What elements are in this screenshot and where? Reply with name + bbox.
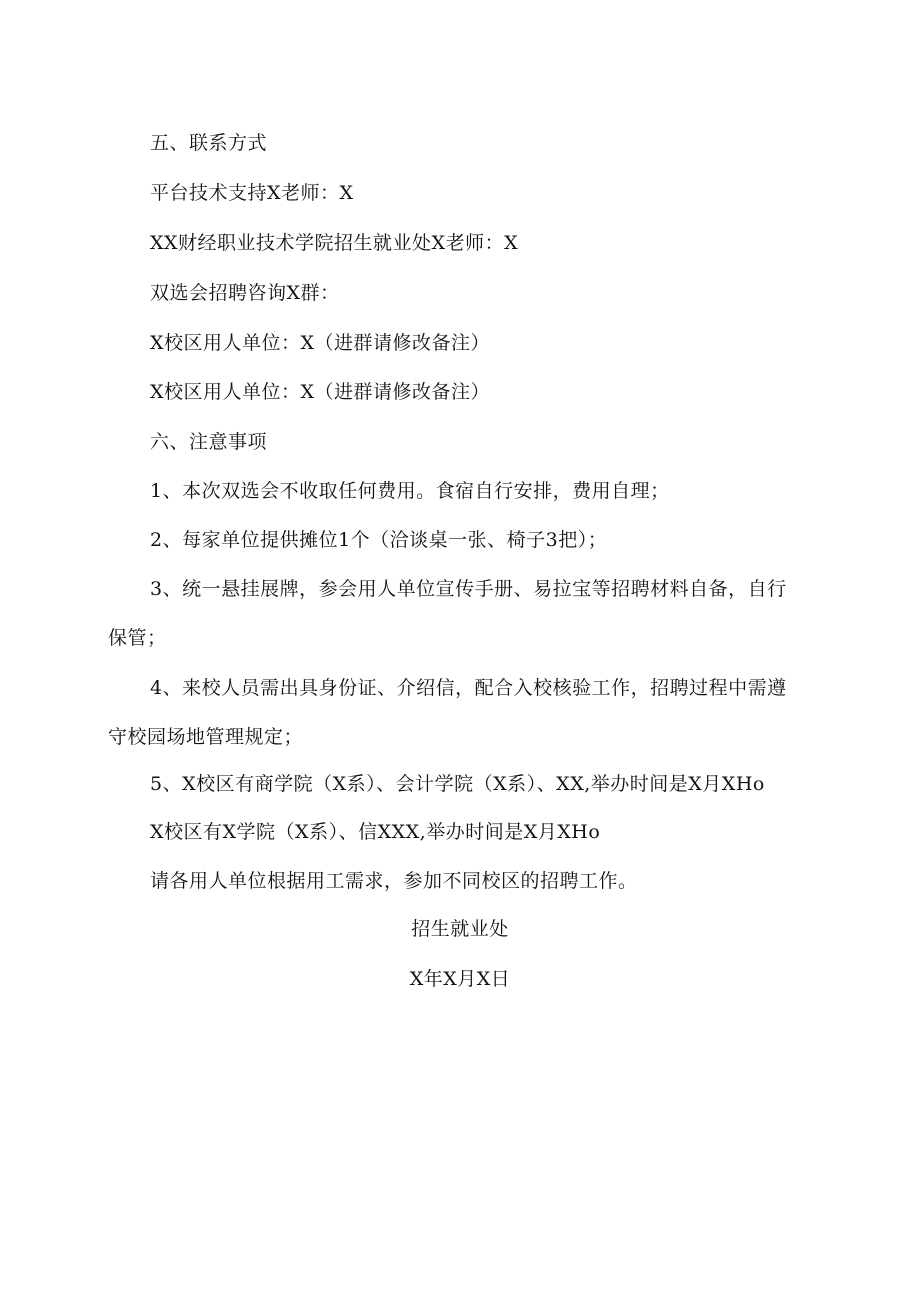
note-item-4-line-2: 守校园场地管理规定；: [108, 726, 304, 748]
note-item-5-line-1: 5、X校区有商学院（X系）、会计学院（X系）、XX,举办时间是X月XHo: [150, 773, 765, 795]
contact-line-campus-group-2: X校区用人单位：X（进群请修改备注）: [150, 381, 491, 403]
contact-line-consult-group: 双选会招聘咨询X群：: [150, 282, 340, 304]
note-item-4-line-1: 4、来校人员需出具身份证、介绍信，配合入校核验工作，招聘过程中需遵: [150, 677, 787, 699]
note-item-3-line-1: 3、统一悬挂展牌，参会用人单位宣传手册、易拉宝等招聘材料自备，自行: [150, 578, 787, 600]
note-item-3-line-2: 保管；: [108, 627, 167, 649]
note-item-5-line-2: X校区有X学院（X系）、信XXX,举办时间是X月XHo: [150, 821, 601, 843]
contact-line-tech-support: 平台技术支持X老师：X: [150, 182, 354, 204]
signature-date: X年X月X日: [409, 968, 511, 990]
closing-sentence: 请各用人单位根据用工需求，参加不同校区的招聘工作。: [150, 870, 638, 892]
note-item-2: 2、每家单位提供摊位1个（洽谈桌一张、椅子3把）；: [150, 529, 608, 551]
note-item-1: 1、本次双选会不收取任何费用。食宿自行安排，费用自理；: [150, 480, 670, 502]
section-heading-notes: 六、注意事项: [150, 431, 268, 453]
contact-line-campus-group-1: X校区用人单位：X（进群请修改备注）: [150, 332, 491, 354]
section-heading-contact: 五、联系方式: [150, 132, 268, 154]
signature-office: 招生就业处: [411, 918, 509, 940]
contact-line-admissions-office: XX财经职业技术学院招生就业处X老师：X: [150, 232, 519, 254]
